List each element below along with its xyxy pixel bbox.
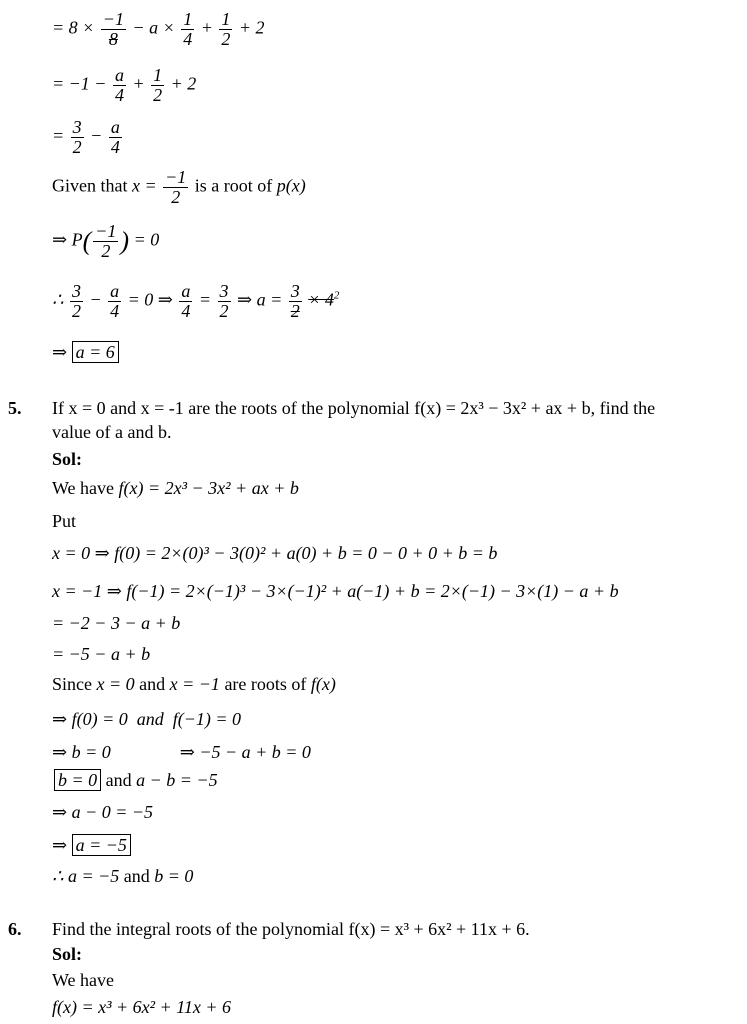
answer-box: b = 0 — [54, 769, 101, 791]
eq-text: p(x) — [276, 175, 306, 196]
fraction: $\frac{1}{4}$ — [183, 9, 193, 49]
eq-line — [52, 710, 241, 728]
eq-text: f(x) = 2x³ − 3x² + ax + b — [118, 478, 299, 498]
eq-text: = — [52, 125, 65, 146]
answer-box: a = −5 — [72, 834, 131, 856]
superscript: 2 — [333, 289, 340, 302]
eq-text: f(−1) = 0 — [172, 709, 242, 729]
eq-line-1 — [52, 10, 265, 49]
eq-text: − — [90, 125, 103, 146]
eq-text: ⇒ — [52, 835, 68, 855]
eq-line — [54, 771, 218, 789]
eq-text: x = — [131, 175, 157, 196]
eq-line: x = −1 ⇒ f(−1) = 2×(−1)³ − 3×(−1)² + a(−1) + b = 2×(−1) − 3×(1) − a + b — [52, 581, 619, 601]
we-have-line — [52, 479, 299, 497]
fraction: $\frac{a}{4}$ — [110, 117, 120, 157]
eq-text: = 0 ⇒ — [127, 289, 173, 310]
fraction: $\frac{-1}{8}$ — [102, 9, 124, 49]
eq-text: + — [200, 17, 213, 38]
question-number: 6. — [8, 919, 22, 939]
fraction: $\frac{3}{2}$ — [71, 281, 81, 321]
fraction: $\frac{3}{2}$ — [72, 117, 82, 157]
since-line — [52, 675, 336, 693]
fraction: $\frac{-1}{2}$ — [95, 221, 117, 261]
plain-text: and — [123, 866, 150, 886]
eq-line: ⇒ a − 0 = −5 — [52, 802, 154, 822]
eq-text: ∴ — [52, 289, 64, 310]
plain-text: and — [139, 674, 166, 694]
eq-text: = 0 — [133, 229, 160, 250]
eq-line-5 — [52, 222, 159, 261]
eq-text: ⇒ f(0) = 0 — [52, 709, 128, 729]
fraction: $\frac{3}{2}$ — [290, 281, 300, 321]
eq-text: + 2 — [170, 73, 197, 94]
fraction: $\frac{-1}{2}$ — [165, 167, 187, 207]
eq-text: + 2 — [238, 17, 265, 38]
sol-label: Sol: — [52, 449, 83, 469]
fraction: $\frac{a}{4}$ — [181, 281, 191, 321]
we-have-line: We have — [52, 970, 115, 990]
fraction: $\frac{3}{2}$ — [219, 281, 229, 321]
sol-label: Sol: — [52, 944, 83, 964]
eq-text: = — [198, 289, 211, 310]
plain-text: are roots of — [224, 674, 307, 694]
put-label: Put — [52, 511, 77, 531]
eq-text: f(x) — [310, 674, 336, 694]
eq-text: − a × — [132, 17, 175, 38]
eq-text: ⇒ P — [52, 229, 83, 250]
eq-line: f(x) = x³ + 6x² + 11x + 6 — [52, 997, 231, 1017]
eq-text: = 8 × — [52, 17, 95, 38]
final-line — [52, 867, 193, 885]
paren: ) — [120, 226, 130, 256]
question-number: 5. — [8, 398, 22, 418]
paren: ( — [82, 226, 92, 256]
eq-line-7 — [52, 343, 119, 361]
plain-text: and — [105, 770, 132, 790]
eq-text: − — [89, 289, 102, 310]
eq-text: ∴ a = −5 — [52, 866, 120, 886]
eq-line — [52, 743, 311, 761]
answer-box: a = 6 — [72, 341, 119, 363]
eq-line: = −5 − a + b — [52, 644, 151, 664]
fraction: $\frac{a}{4}$ — [114, 65, 124, 105]
given-line — [52, 168, 306, 207]
eq-text: and — [136, 709, 164, 729]
plain-text: Since — [52, 674, 92, 694]
eq-line-2 — [52, 66, 196, 105]
given-text: is a root of — [194, 175, 273, 196]
eq-text: × 4 — [308, 289, 334, 310]
plain-text: We have — [52, 478, 115, 498]
question-text: If x = 0 and x = -1 are the roots of the polynomial f(x) = 2x³ − 3x² + ax + b, find the — [52, 398, 656, 418]
eq-text: = −1 − — [52, 73, 107, 94]
eq-text: + — [132, 73, 145, 94]
eq-text: ⇒ a = — [237, 289, 283, 310]
eq-text: x = 0 — [96, 674, 135, 694]
eq-text: ⇒ b = 0 — [52, 742, 111, 762]
eq-line: = −2 − 3 − a + b — [52, 613, 181, 633]
eq-line — [52, 836, 131, 854]
eq-text: ⇒ — [52, 342, 68, 362]
eq-text: ⇒ −5 − a + b = 0 — [179, 742, 311, 762]
fraction: $\frac{a}{4}$ — [110, 281, 120, 321]
given-text: Given that — [52, 175, 128, 196]
fraction: $\frac{1}{2}$ — [221, 9, 231, 49]
eq-text: b = 0 — [154, 866, 194, 886]
eq-text: a − b = −5 — [136, 770, 218, 790]
eq-text: x = −1 — [169, 674, 220, 694]
question-text: Find the integral roots of the polynomial f(x) = x³ + 6x² + 11x + 6. — [52, 919, 530, 939]
fraction: $\frac{1}{2}$ — [153, 65, 163, 105]
eq-line-6 — [52, 282, 339, 321]
eq-line: x = 0 ⇒ f(0) = 2×(0)³ − 3(0)² + a(0) + b = 0 − 0 + 0 + b = b — [52, 543, 498, 563]
eq-line-3 — [52, 118, 124, 157]
question-text: value of a and b. — [52, 422, 172, 442]
